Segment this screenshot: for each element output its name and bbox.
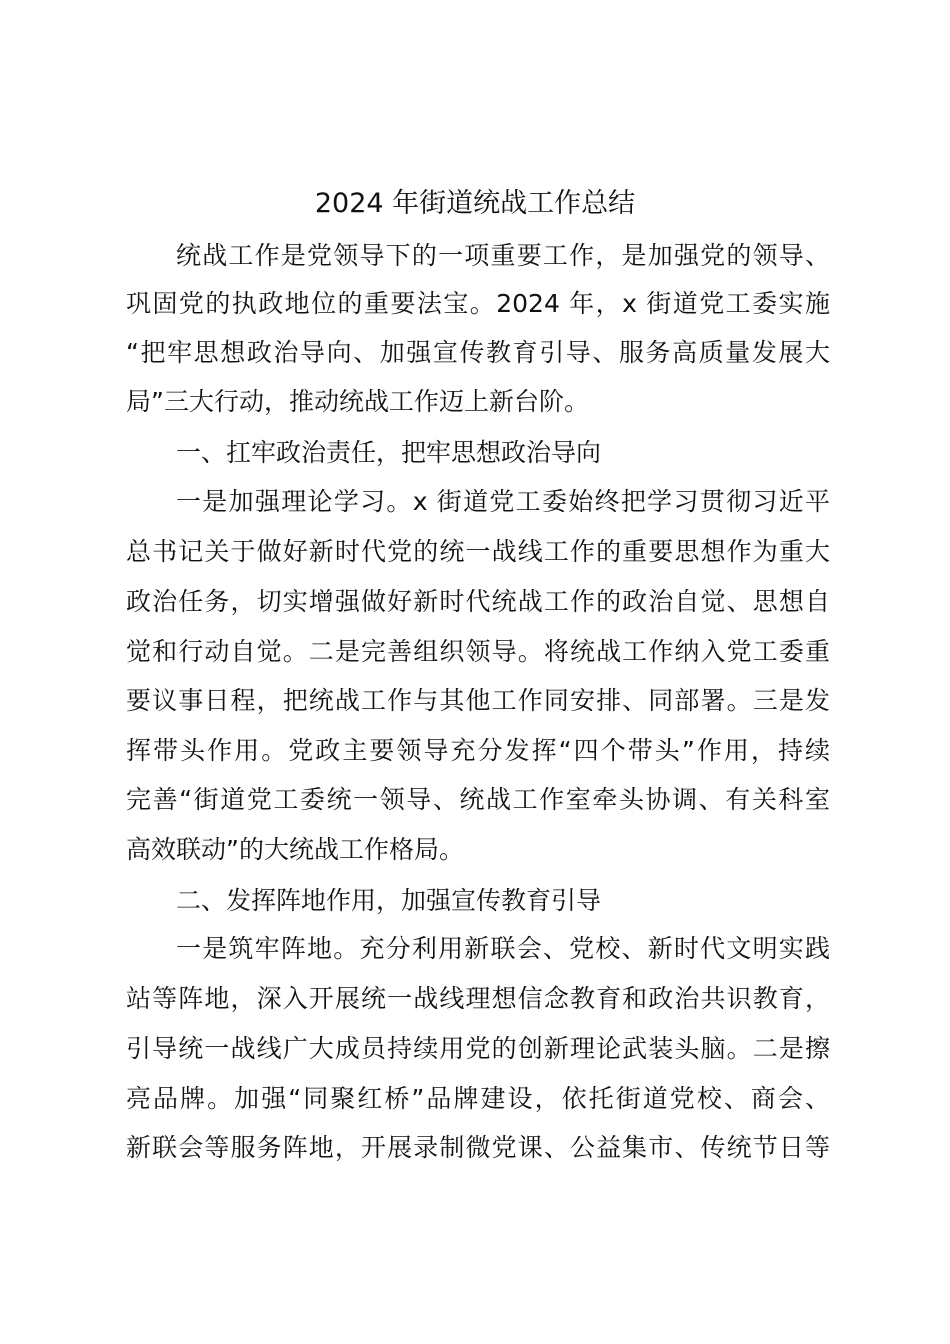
paragraph-line: 政治任务，切实增强做好新时代统战工作的政治自觉、思想自 <box>126 587 830 616</box>
paragraph-line: “把牢思想政治导向、加强宣传教育引导、服务高质量发展大 <box>126 338 830 367</box>
paragraph-line: 挥带头作用。党政主要领导充分发挥“四个带头”作用，持续 <box>126 736 830 765</box>
paragraph-line: 新联会等服务阵地，开展录制微党课、公益集市、传统节日等 <box>126 1133 830 1162</box>
paragraph-line: 总书记关于做好新时代党的统一战线工作的重要思想作为重大 <box>126 537 830 566</box>
section-heading-1: 一、扛牢政治责任，把牢思想政治导向 <box>176 438 602 467</box>
document-title: 2024 年街道统战工作总结 <box>314 188 636 219</box>
paragraph-line: 局”三大行动，推动统战工作迈上新台阶。 <box>126 387 589 416</box>
paragraph-line: 巩固党的执政地位的重要法宝。2024 年，x 街道党工委实施 <box>126 289 830 318</box>
paragraph-line: 亮品牌。加强“同聚红桥”品牌建设，依托街道党校、商会、 <box>126 1084 830 1113</box>
paragraph-line: 引导统一战线广大成员持续用党的创新理论武装头脑。二是擦 <box>126 1034 830 1063</box>
paragraph-line: 站等阵地，深入开展统一战线理想信念教育和政治共识教育， <box>126 984 830 1013</box>
paragraph-line: 一是加强理论学习。x 街道党工委始终把学习贯彻习近平 <box>176 487 830 516</box>
paragraph-line: 一是筑牢阵地。充分利用新联会、党校、新时代文明实践 <box>176 934 830 963</box>
paragraph-line: 统战工作是党领导下的一项重要工作，是加强党的领导、 <box>176 241 830 270</box>
paragraph-line: 觉和行动自觉。二是完善组织领导。将统战工作纳入党工委重 <box>126 637 830 666</box>
paragraph-line: 要议事日程，把统战工作与其他工作同安排、同部署。三是发 <box>126 686 830 715</box>
section-heading-2: 二、发挥阵地作用，加强宣传教育引导 <box>176 886 602 915</box>
paragraph-line: 高效联动”的大统战工作格局。 <box>126 835 464 864</box>
paragraph-line: 完善“街道党工委统一领导、统战工作室牵头协调、有关科室 <box>126 785 830 814</box>
